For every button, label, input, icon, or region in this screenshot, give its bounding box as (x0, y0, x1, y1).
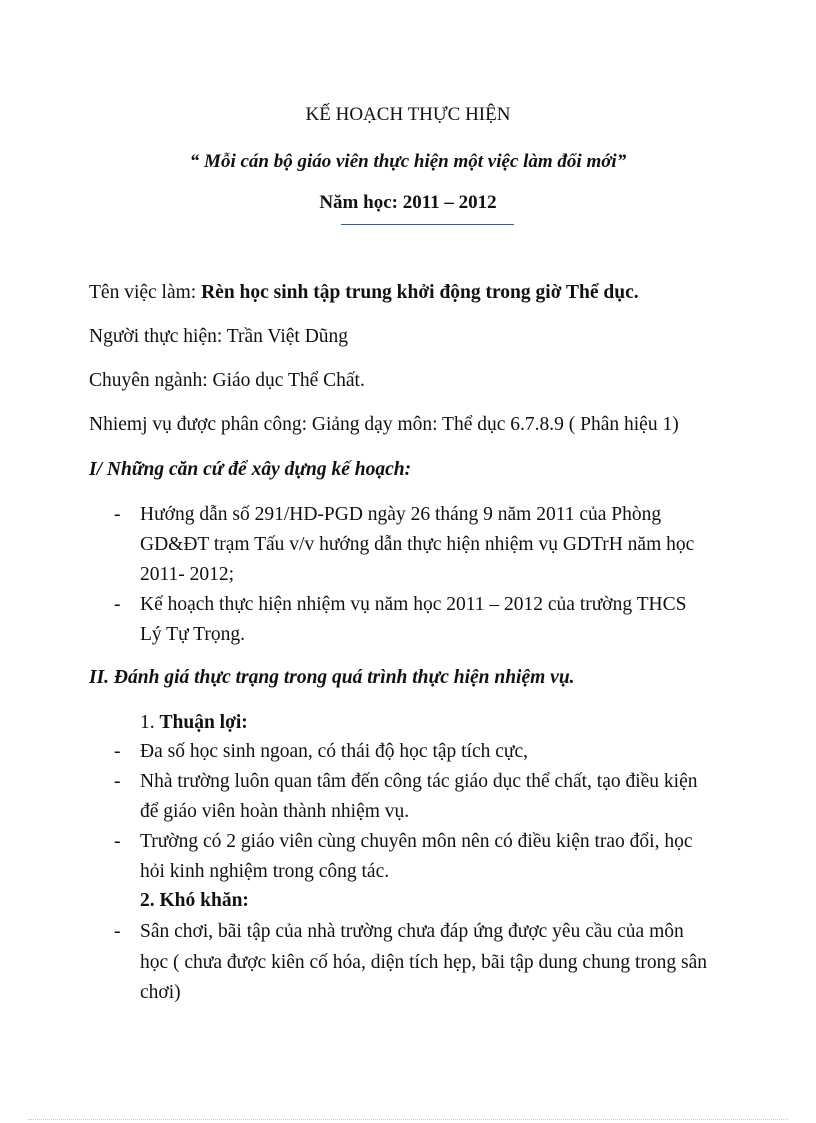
advantages-number: 1. (140, 712, 160, 733)
list-item-line: Lý Tự Trọng. (140, 624, 246, 645)
list-item-line: học ( chưa được kiên cố hóa, diện tích hẹp, bãi tập dung chung trong sân (140, 952, 707, 973)
list-item-line: hỏi kinh nghiệm trong công tác. (140, 861, 390, 882)
document-subtitle: “ Mỗi cán bộ giáo viên thực hiện một việc làm đổi mới” (189, 151, 627, 172)
bullet-dash: - (114, 594, 121, 615)
page-bottom-divider (28, 1119, 788, 1120)
advantages-label: Thuận lợi: (159, 712, 248, 733)
list-item-line: để giáo viên hoàn thành nhiệm vụ. (140, 801, 410, 822)
document-title: KẾ HOẠCH THỰC HIỆN (305, 104, 511, 125)
list-item-line: Trường có 2 giáo viên cùng chuyên môn nên có điều kiện trao đổi, học (140, 831, 693, 852)
task-line (89, 281, 639, 305)
list-item-line: 2011- 2012; (140, 564, 235, 585)
person-line: Người thực hiện: Trần Việt Dũng (89, 326, 349, 347)
list-item-line: Sân chơi, bãi tập của nhà trường chưa đáp ứng được yêu cầu của môn (140, 921, 684, 942)
section-2-heading: II. Đánh giá thực trạng trong quá trình thực hiện nhiệm vụ. (89, 667, 575, 688)
advantages-heading (140, 711, 248, 735)
task-label: Tên việc làm: (89, 282, 202, 303)
bullet-dash: - (114, 831, 121, 852)
school-year: Năm học: 2011 – 2012 (319, 192, 497, 213)
difficulties-heading: 2. Khó khăn: (140, 890, 249, 911)
list-item-line: chơi) (140, 982, 181, 1003)
task-value: Rèn học sinh tập trung khởi động trong giờ Thể dục. (201, 282, 639, 303)
bullet-dash: - (114, 771, 121, 792)
list-item-line: GD&ĐT trạm Tấu v/v hướng dẫn thực hiện nhiệm vụ GDTrH năm học (140, 534, 695, 555)
bullet-dash: - (114, 921, 121, 942)
bullet-dash: - (114, 741, 121, 762)
duty-line: Nhiemj vụ được phân công: Giảng dạy môn: Thể dục 6.7.8.9 ( Phân hiệu 1) (89, 414, 679, 435)
specialty-line: Chuyên ngành: Giáo dục Thể Chất. (89, 370, 365, 391)
section-1-heading: I/ Những căn cứ để xây dựng kế hoạch: (89, 459, 412, 480)
list-item-line: Đa số học sinh ngoan, có thái độ học tập tích cực, (140, 741, 529, 762)
list-item-line: Nhà trường luôn quan tâm đến công tác giáo dục thể chất, tạo điều kiện (140, 771, 698, 792)
list-item-line: Hướng dẫn số 291/HD-PGD ngày 26 tháng 9 năm 2011 của Phòng (140, 504, 662, 525)
bullet-dash: - (114, 504, 121, 525)
title-underline (341, 224, 514, 225)
list-item-line: Kế hoạch thực hiện nhiệm vụ năm học 2011 – 2012 của trường THCS (140, 594, 687, 615)
